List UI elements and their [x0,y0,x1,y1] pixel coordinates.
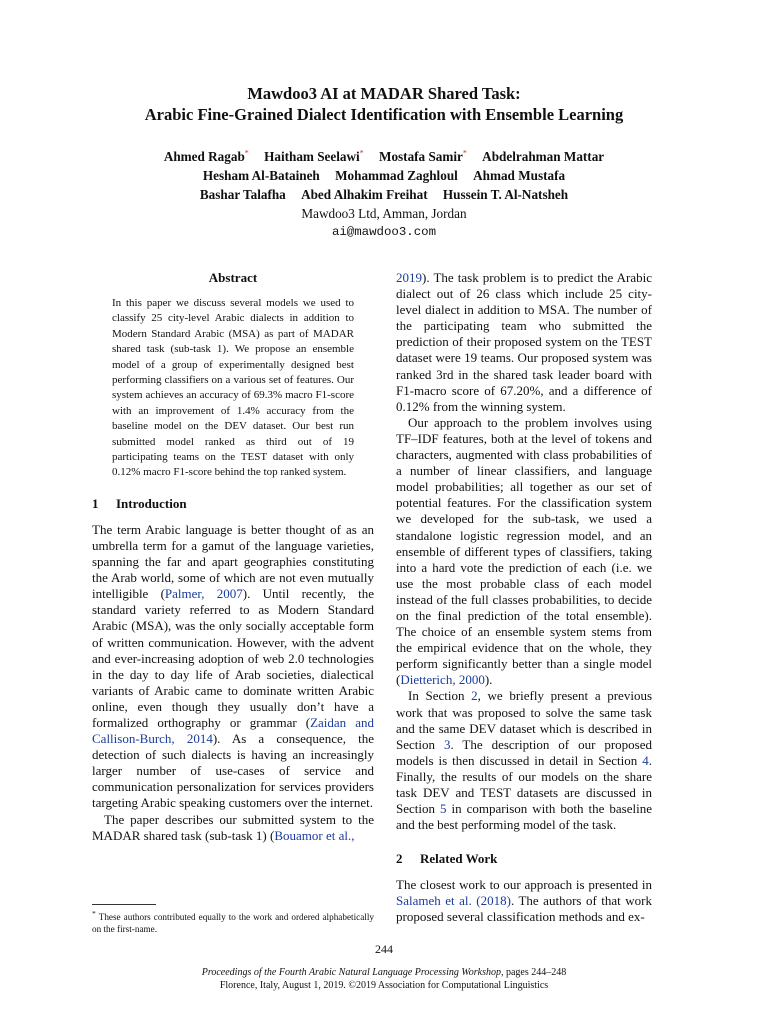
citation-link[interactable]: Bouamor et al., [274,827,355,843]
author-name: Ahmad Mustafa [473,168,566,184]
right-column [396,270,652,926]
intro-paragraph-1: The term Arabic language is better thought of as an umbrella term for a gamut of the language varieties, spanning the far and apart geographies constituting the Arab world, some of which are not even mutually intelligible (Palmer, 2007). Until recently, the standard variety referred to as Modern Standard Arabic (MSA), was the only socially acceptable form of written communication. However, with the advent and ever-increasing adoption of web 2.0 technologies in the day to day life of Arab societies, dialectical variants of Arabic came to dominate written Arabic online, even though they usually don’t have a formalized orthography or grammar (Zaidan and Callison-Burch, 2014). As a consequence, the detection of such dialects is having an increasingly larger number of use-cases of service and communication personalization for services providers targeting Arabic speaking customers over the internet. [92,521,374,811]
intro-paragraph-continued: 2019). The task problem is to predict the Arabic dialect out of 26 class which include 25 city-level dialect in addition to MSA. The number of the participating team who submitted the prediction of their proposed system on the TEST dataset were 19 teams. Our proposed system was ranked 3rd in the shared task leader board with F1-macro score of 67.20%, and a difference of 0.12% from the winning system. [396,270,652,414]
author-line-3 [0,185,768,204]
title-line-1: Mawdoo3 AI at MADAR Shared Task: [247,84,521,103]
section-heading-introduction: 1 Introduction [92,495,187,511]
paper-title [0,83,768,125]
author-block [0,144,768,242]
footnote: * These authors contributed equally to the work and ordered alphabetically on the first-name. [92,909,374,935]
proceedings-title: Proceedings of the Fourth Arabic Natural Language Processing Workshop [201,967,501,978]
proceedings-pages: , pages 244–248 [500,967,567,978]
author-line-2 [0,166,768,185]
abstract-heading: Abstract [208,270,258,285]
author-name: Hesham Al-Bataineh [202,168,320,184]
abstract-text: In this paper we discuss several models we used to classify 25 city-level Arabic dialects in addition to Modern Standard Arabic (MSA) as part of MADAR shared task (sub-task 1). We propose an ensemble model of a group of experimentally designed best performing classifiers on a various set of features. Our system achieves an accuracy of 69.3% macro F1-score with an improvement of 1.4% accuracy from the baseline model on the DEV dataset. Our best run submitted model ranked as third out of 19 participating teams on the TEST dataset with only 0.12% macro F1-score behind the top ranked system. [112,297,354,479]
footnote-divider [92,904,156,905]
author-name: Mohammad Zaghloul [335,168,458,184]
author-name: Bashar Talafha [199,187,286,203]
citation-link[interactable]: Palmer, 2007 [164,586,243,602]
author-name: Ahmed Ragab* [163,149,249,165]
section-ref-link[interactable]: 2 [471,688,478,704]
intro-paragraph-2: The paper describes our submitted system to the MADAR shared task (sub-task 1) (Bouamor et al., [92,811,374,843]
author-name: Mostafa Samir* [379,149,467,165]
section-ref-link[interactable]: 5 [440,801,447,817]
author-name: Haitham Seelawi* [264,149,364,165]
left-column [92,270,374,844]
related-work-paragraph: The closest work to our approach is presented in Salameh et al. (2018). The authors of that work proposed several classification methods and ex- [396,877,652,925]
author-line-1 [0,144,768,166]
section-ref-link[interactable]: 3 [443,736,451,752]
citation-link[interactable]: 2019 [396,270,422,285]
title-line-2: Arabic Fine-Grained Dialect Identification with Ensemble Learning [144,105,624,124]
citation-link[interactable]: Dietterich, 2000 [400,672,485,688]
citation-link[interactable]: Salameh et al. (2018) [396,893,511,909]
section-heading-related-work: 2 Related Work [396,851,498,867]
author-name: Abdelrahman Mattar [482,149,605,165]
intro-paragraph-4: In Section 2, we briefly present a previous work that was proposed to solve the same task and the same DEV dataset which is described in Section 3. The description of our proposed models is then discussed in detail in Section 4. Finally, the results of our models on the share task DEV and TEST datasets are discussed in Section 5 in comparison with both the baseline and the best performing model of the task. [396,688,653,833]
author-name: Hussein T. Al-Natsheh [442,187,569,203]
venue-line: Florence, Italy, August 1, 2019. ©2019 Association for Computational Linguistics [219,980,549,991]
proceedings-footer [0,966,768,992]
email-link[interactable]: ai@mawdoo3.com [331,225,437,240]
page-number: 244 [375,942,393,956]
section-ref-link[interactable]: 4 [642,752,649,768]
affiliation: Mawdoo3 Ltd, Amman, Jordan [301,206,467,222]
citation-link[interactable]: Zaidan and Callison-Burch, 2014 [92,715,374,747]
author-name: Abed Alhakim Freihat [301,187,428,203]
intro-paragraph-3: Our approach to the problem involves using TF–IDF features, both at the level of tokens and characters, augmented with class probabilities of a number of linear classifiers, and language model probabilities; all together as our set of potential features. For the classification system we developed for the sub-task, we used a standalone logistic regression model, and an ensemble of different types of classifiers, taking into a hard vote the prediction of each (i.e. we use the most probable class of each model instead of the full classes probabilities, to decide on the final prediction of the total ensemble). The choice of an ensemble system stems from the empirical evidence that on the whole, they perform significantly better than a single model (Dietterich, 2000). [396,414,652,688]
